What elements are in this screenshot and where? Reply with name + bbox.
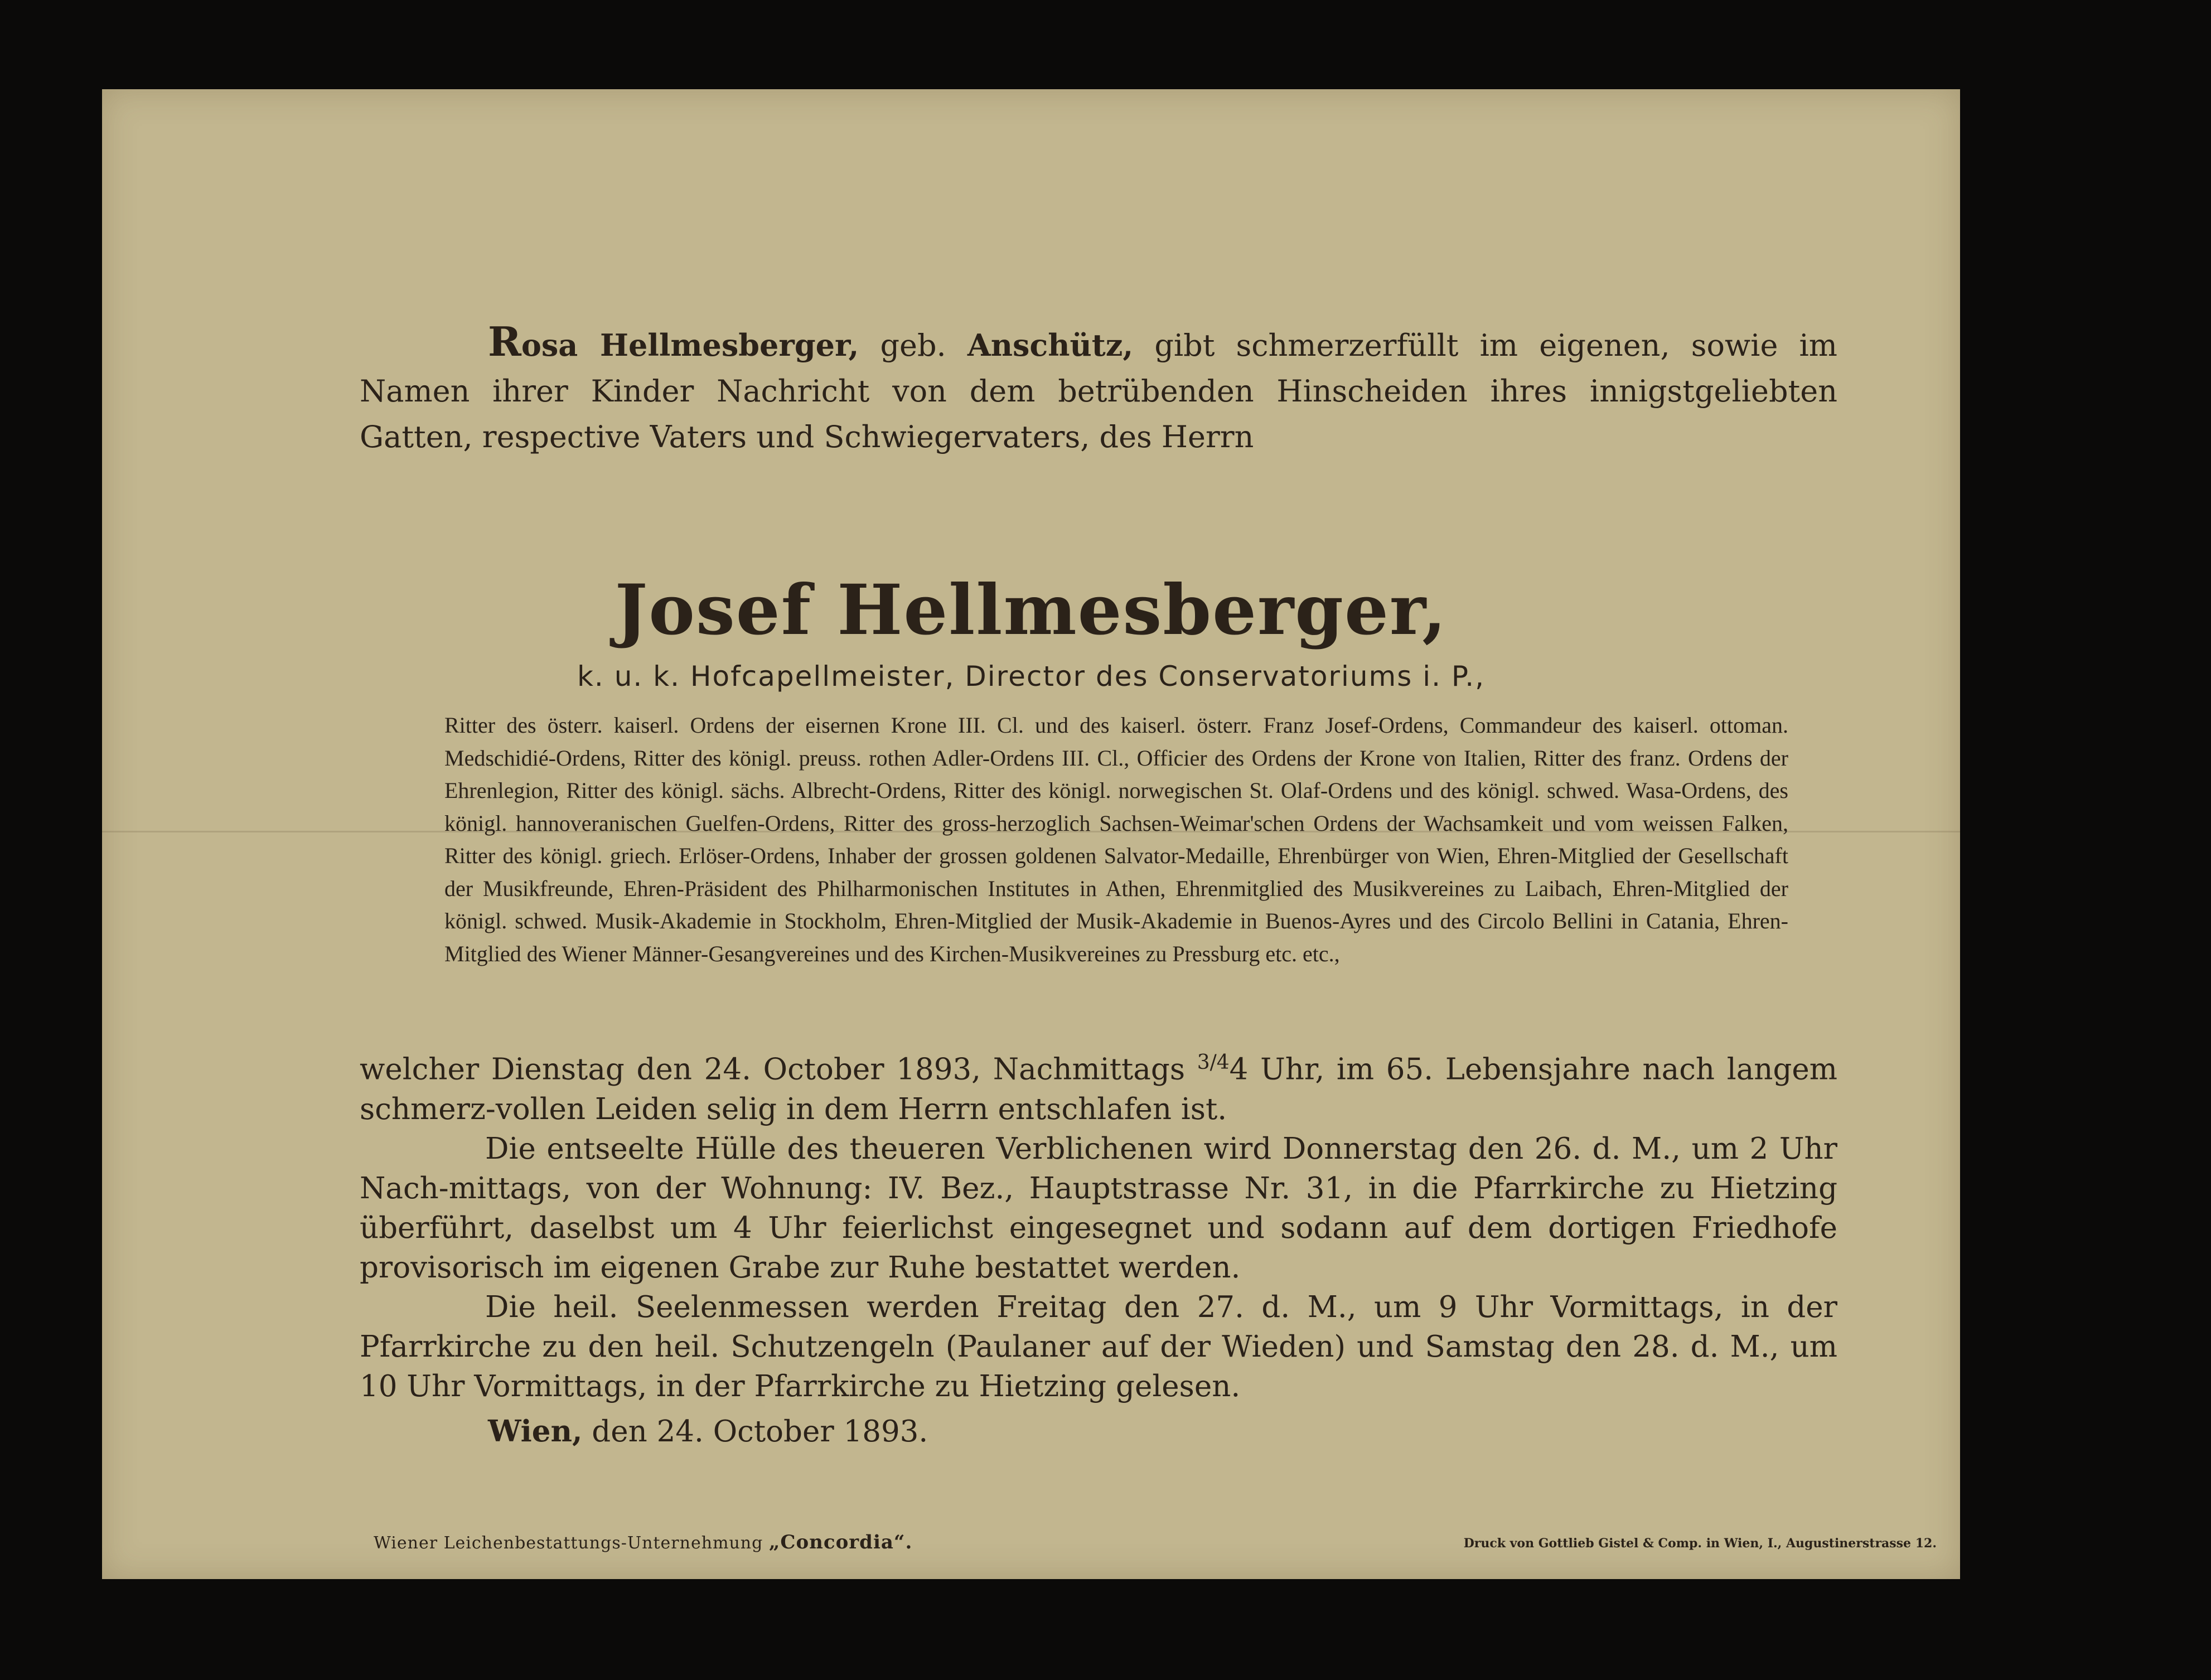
death-text-start: welcher Dienstag den 24. October 1893, Nachmittags xyxy=(360,1052,1186,1087)
date: den 24. October 1893. xyxy=(592,1415,928,1449)
undertaker-name: „Concordia“. xyxy=(768,1531,913,1553)
deceased-name: Josef Hellmesberger, xyxy=(615,570,1448,651)
masses-text: Die heil. Seelenmessen werden Freitag den 27. d. M., um 9 Uhr Vormittags, in der Pfarrkirche zu den heil. Schutzengeln (Paulaner auf der Wieden) und Samstag den 28. d. M., um 10 Uhr Vormittags, in der Pfarrkirche zu Hietzing gelesen. xyxy=(360,1290,1837,1403)
place: Wien, xyxy=(488,1414,583,1449)
notice-intro xyxy=(360,319,1837,460)
masses-paragraph xyxy=(360,1287,1837,1406)
undertaker-credit xyxy=(374,1531,912,1555)
undertaker-prefix: Wiener Leichenbestattungs-Unternehmung xyxy=(374,1533,763,1553)
funeral-text: Die entseelte Hülle des theueren Verblichenen wird Donnerstag den 26. d. M., um 2 Uhr Nach-mittags, von der Wohnung: IV. Bez., Hauptstrasse Nr. 31, in die Pfarrkirche zu Hietzing überführt, daselbst um 4 Uhr feierlichst eingesegnet und sodann auf dem dortigen Friedhofe provisorisch im eigenen Grabe zur Ruhe bestattet werden. xyxy=(360,1131,1837,1285)
time-fraction: 3/4 xyxy=(1197,1051,1230,1074)
honours-list: Ritter des österr. kaiserl. Ordens der eisernen Krone III. Cl. und des kaiserl. österr. Franz Josef-Ordens, Commandeur des kaiserl. ottoman. Medschidié-Ordens, Ritter des königl. preuss. rothen Adler-Ordens III. Cl., Officier des Ordens der Krone von Italien, Ritter des franz. Ordens der Ehrenlegion, Ritter des königl. sächs. Albrecht-Ordens, Ritter des königl. norwegischen St. Olaf-Ordens und des königl. schwed. Wasa-Ordens, des königl. hannoveranischen Guelfen-Ordens, Ritter des gross-herzoglich Sachsen-Weimar'schen Ordens der Wachsamkeit und vom weissen Falken, Ritter des königl. griech. Erlöser-Ordens, Inhaber der grossen goldenen Salvator-Medaille, Ehrenbürger von Wien, Ehren-Mitglied der Gesellschaft der Musikfreunde, Ehren-Präsident des Philharmonischen Institutes in Athen, Ehrenmitglied des Musikvereines zu Laibach, Ehren-Mitglied der königl. schwed. Musik-Akademie in Stockholm, Ehren-Mitglied der Musik-Akademie in Buenos-Ayres und des Circolo Bellini in Catania, Ehren-Mitglied des Wiener Männer-Gesangvereines und des Kirchen-Musikvereines zu Pressburg etc. etc., xyxy=(444,713,1788,966)
notice-body xyxy=(360,1043,1837,1406)
geb-label: geb. xyxy=(880,328,946,363)
widow-name: Rosa Hellmesberger, xyxy=(488,318,859,365)
deceased-title: k. u. k. Hofcapellmeister, Director des Conservatoriums i. P., xyxy=(577,660,1486,693)
death-paragraph xyxy=(360,1043,1837,1129)
maiden-name: Anschütz, xyxy=(967,327,1134,363)
printer-credit: Druck von Gottlieb Gistel & Comp. in Wien, I., Augustinerstrasse 12. xyxy=(1463,1536,1937,1551)
intro-text: gibt schmerzerfüllt im eigenen, sowie im Namen ihrer Kinder Nachricht von dem betrübenden Hinscheiden ihres innigstgeliebten Gatten, respective Vaters und Schwiegervaters, des Herrn xyxy=(360,328,1838,454)
place-date xyxy=(488,1412,928,1451)
death-notice-sheet xyxy=(102,89,1960,1579)
death-text-end: 4 Uhr, im 65. Lebensjahre nach langem schmerz-vollen Leiden selig in dem Herrn entschlafen ist. xyxy=(360,1052,1837,1126)
funeral-paragraph xyxy=(360,1129,1837,1287)
